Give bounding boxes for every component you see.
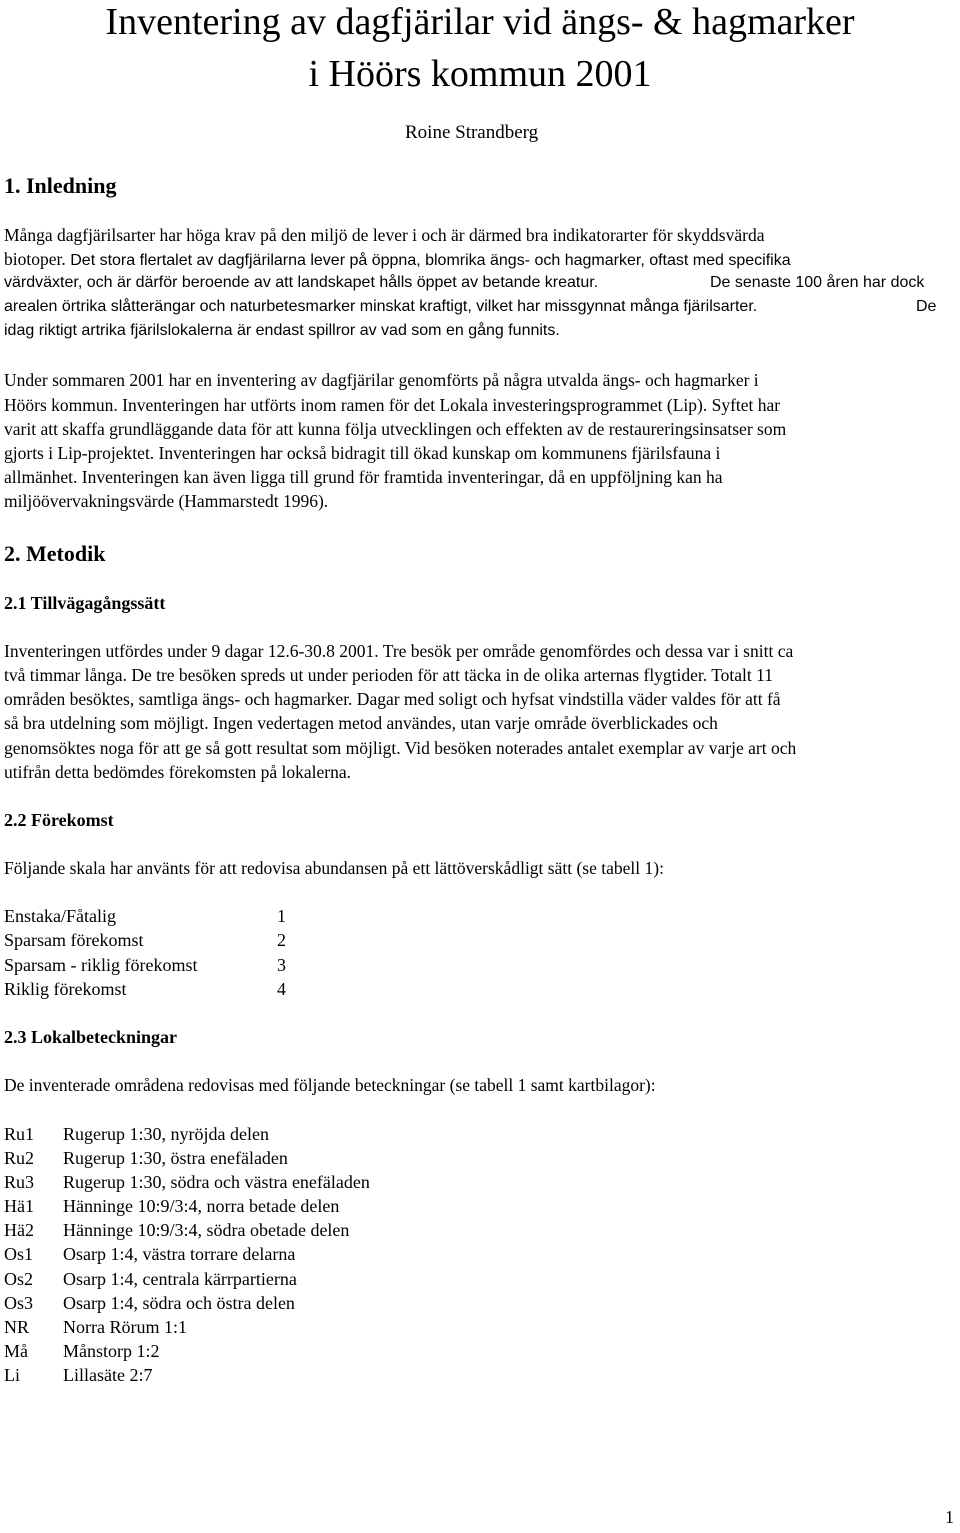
site-code: Hä2	[4, 1220, 34, 1240]
scale-label: Enstaka/Fåtalig	[4, 906, 116, 926]
section-1-heading: 1. Inledning	[4, 173, 117, 198]
subsection-2-3-heading: 2.3 Lokalbeteckningar	[4, 1027, 178, 1047]
site-description: Månstorp 1:2	[63, 1341, 160, 1361]
intro-paragraph-line: värdväxter, och är därför beroende av att landskapet hålls öppet av betande kreatur.	[4, 274, 599, 291]
scale-label: Sparsam förekomst	[4, 930, 144, 950]
method-paragraph-line: genomsöktes noga för att ge så gott resultat som möjligt. Vid besöken noterades antalet exemplar av varje art och	[4, 738, 797, 758]
codes-intro: De inventerade områdena redovisas med följande beteckningar (se tabell 1 samt kartbilagor):	[4, 1075, 656, 1095]
site-description: Osarp 1:4, södra och östra delen	[63, 1293, 295, 1313]
intro-paragraph-line: Många dagfjärilsarter har höga krav på den miljö de lever i och är därmed bra indikatorarter för skyddsvärda	[4, 225, 765, 245]
scale-intro: Följande skala har använts för att redovisa abundansen på ett lättöverskådligt sätt (se tabell 1):	[4, 858, 664, 878]
site-description: Hänninge 10:9/3:4, södra obetade delen	[63, 1220, 350, 1240]
scale-label: Riklig förekomst	[4, 979, 127, 999]
site-code: Ru1	[4, 1124, 35, 1144]
site-description: Osarp 1:4, centrala kärrpartierna	[63, 1269, 297, 1289]
intro-paragraph-line	[4, 249, 791, 270]
scale-value: 4	[277, 979, 286, 999]
background-paragraph-line: Under sommaren 2001 har en inventering av dagfjärilar genomförts på några utvalda ängs- och hagmarker i	[4, 370, 759, 390]
site-description: Rugerup 1:30, östra enefäladen	[63, 1148, 288, 1168]
method-paragraph-line: områden besöktes, samtliga ängs- och hagmarker. Dagar med soligt och hyfsat vindstilla väder valdes för att få	[4, 689, 781, 709]
method-paragraph-line: Inventeringen utfördes under 9 dagar 12.6-30.8 2001. Tre besök per område genomfördes och dessa var i snitt ca	[4, 641, 794, 661]
intro-text-sans: Det stora flertalet av dagfjärilarna lever på öppna, blomrika ängs- och hagmarker, oftast med specifika	[70, 252, 791, 269]
site-description: Rugerup 1:30, nyröjda delen	[63, 1124, 269, 1144]
site-description: Hänninge 10:9/3:4, norra betade delen	[63, 1196, 340, 1216]
page-number: 1	[945, 1507, 954, 1527]
intro-paragraph-line: arealen örtrika slåtterängar och naturbetesmarker minskat kraftigt, vilket har missgynnat många fjärilsarter.	[4, 298, 758, 315]
background-paragraph-line: allmänhet. Inventeringen kan även ligga till grund för framtida inventeringar, då en uppföljning kan ha	[4, 467, 723, 487]
intro-paragraph-line: De senaste 100 åren har dock	[710, 274, 925, 291]
scale-value: 1	[277, 906, 286, 926]
intro-text-serif: biotoper.	[4, 249, 66, 269]
site-description: Lillasäte 2:7	[63, 1365, 153, 1385]
site-code: Os1	[4, 1244, 34, 1264]
document-title-line-1: Inventering av dagfjärilar vid ängs- & hagmarker	[105, 1, 855, 43]
site-code: Hä1	[4, 1196, 34, 1216]
subsection-2-2-heading: 2.2 Förekomst	[4, 810, 114, 830]
site-code: Ru2	[4, 1148, 35, 1168]
background-paragraph-line: Höörs kommun. Inventeringen har utförts inom ramen för det Lokala investeringsprogrammet (Lip). Syftet har	[4, 395, 781, 415]
site-code: Må	[4, 1341, 28, 1361]
scale-value: 2	[277, 930, 286, 950]
site-code: Li	[4, 1365, 20, 1385]
subsection-2-1-heading: 2.1 Tillvägagångssätt	[4, 593, 166, 613]
scale-label: Sparsam - riklig förekomst	[4, 955, 198, 975]
author: Roine Strandberg	[405, 122, 539, 143]
site-code: Os2	[4, 1269, 34, 1289]
site-code: Ru3	[4, 1172, 35, 1192]
site-description: Rugerup 1:30, södra och västra enefäladen	[63, 1172, 370, 1192]
site-code: Os3	[4, 1293, 34, 1313]
site-description: Osarp 1:4, västra torrare delarna	[63, 1244, 296, 1264]
method-paragraph-line: två timmar långa. De tre besöken spreds ut under perioden för att täcka in de olika arternas flygtider. Totalt 11	[4, 665, 774, 685]
method-paragraph-line: utifrån detta bedömdes förekomsten på lokalerna.	[4, 762, 351, 782]
site-description: Norra Rörum 1:1	[63, 1317, 187, 1337]
document-title-line-2: i Höörs kommun 2001	[308, 53, 652, 95]
background-paragraph-line: miljöövervakningsvärde (Hammarstedt 1996).	[4, 491, 329, 511]
background-paragraph-line: varit att skaffa grundläggande data för att kunna följa utvecklingen och effekten av de restaureringsinsatser som	[4, 419, 787, 439]
scale-value: 3	[277, 955, 286, 975]
section-2-heading: 2. Metodik	[4, 541, 106, 566]
intro-paragraph-line: De	[916, 298, 937, 315]
method-paragraph-line: så bra utdelning som möjligt. Ingen vedertagen metod användes, utan varje område överblickades och	[4, 713, 718, 733]
intro-paragraph-line: idag riktigt artrika fjärilslokalerna är endast spillror av vad som en gång funnits.	[4, 322, 560, 339]
background-paragraph-line: gjorts i Lip-projektet. Inventeringen har också bidragit till ökad kunskap om kommunens fjärilsfauna i	[4, 443, 721, 463]
site-code: NR	[4, 1317, 30, 1337]
